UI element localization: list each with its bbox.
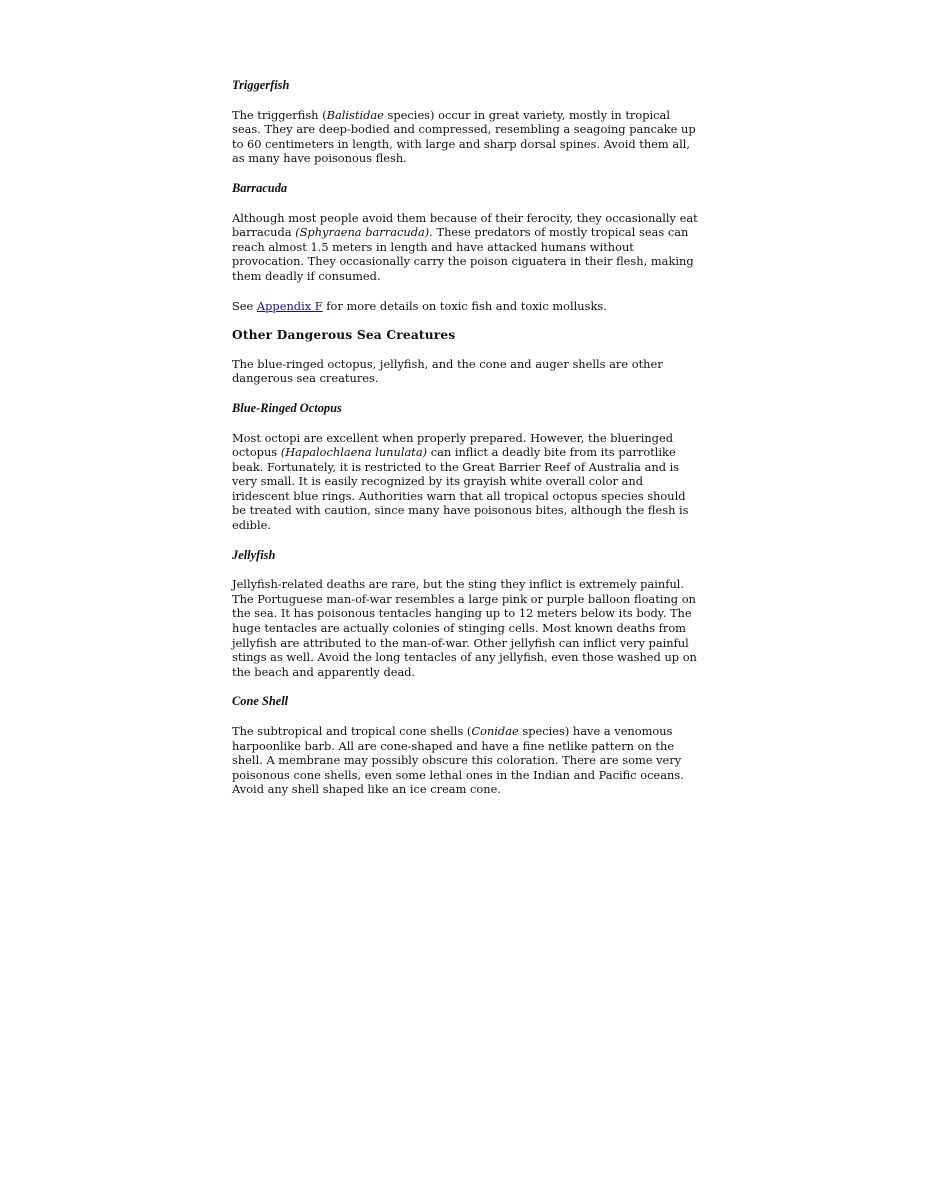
octopus-paragraph [232, 431, 702, 533]
jellyfish-heading: Jellyfish [232, 547, 276, 562]
see-also-paragraph [232, 299, 702, 314]
other-dangerous-paragraph: The blue-ringed octopus, jellyfish, and the cone and auger shells are other dangerous sea creatures. [232, 356, 663, 386]
triggerfish-text-1: The triggerfish ( [232, 107, 327, 122]
barracuda-species: (Sphyraena barracuda) [295, 225, 430, 240]
octopus-text-2: can inflict a deadly bite from its parrotlike beak. Fortunately, it is restricted to the Great Barrier Reef of Australia and is very small. It is easily recognized by its grayish white overall color and iridescent blue rings. Authorities warn that all tropical octopus species should be treated with caution, since many have poisonous bites, although the flesh is edible. [232, 445, 689, 533]
triggerfish-paragraph [232, 108, 702, 166]
see-also-suffix: for more details on toxic fish and toxic mollusks. [322, 298, 607, 313]
octopus-text-1: Most octopi are excellent when properly prepared. However, the blueringed octopus [232, 430, 673, 460]
cone-shell-paragraph [232, 724, 702, 797]
jellyfish-paragraph: Jellyfish-related deaths are rare, but the sting they inflict is extremely painful. The Portuguese man-of-war resembles a large pink or purple balloon floating on the sea. It has poisonous tentacles hanging up to 12 meters below its body. The huge tentacles are actually colonies of stinging cells. Most known deaths from jellyfish are attributed to the man-of-war. Other jellyfish can inflict very painful stings as well. Avoid the long tentacles of any jellyfish, even those washed up on the beach and apparently dead. [232, 577, 697, 679]
triggerfish-heading: Triggerfish [232, 78, 290, 92]
barracuda-heading: Barracuda [232, 180, 288, 195]
triggerfish-species: Balistidae [326, 107, 384, 122]
other-dangerous-heading: Other Dangerous Sea Creatures [232, 328, 456, 343]
barracuda-paragraph [232, 211, 702, 284]
barracuda-text-1: Although most people avoid them because of their ferocity, they occasionally eat barracuda [232, 210, 698, 240]
cone-shell-text-1: The subtropical and tropical cone shells ( [232, 724, 472, 738]
cone-shell-species: Conidae [471, 724, 519, 738]
octopus-species: (Hapalochlaena lunulata) [280, 445, 428, 460]
cone-shell-heading: Cone Shell [232, 694, 289, 709]
see-also-prefix: See [232, 298, 257, 313]
appendix-f-link[interactable]: Appendix F [256, 298, 323, 313]
barracuda-text-2: . These predators of mostly tropical seas can reach almost 1.5 meters in length and have attacked humans without provocation. They occasionally carry the poison ciguatera in their flesh, making them deadly if consumed. [232, 225, 694, 283]
triggerfish-text-2: species) occur in great variety, mostly in tropical seas. They are deep-bodied and compressed, resembling a seagoing pancake up to 60 centimeters in length, with large and sharp dorsal spines. Avoid them all, as many have poisonous flesh. [232, 107, 696, 166]
document-page [232, 78, 702, 812]
cone-shell-text-2: species) have a venomous harpoonlike barb. All are cone-shaped and have a fine netlike pattern on the shell. A membrane may possibly obscure this coloration. There are some very poisonous cone shells, even some lethal ones in the Indian and Pacific oceans. Avoid any shell shaped like an ice cream cone. [232, 724, 684, 797]
octopus-heading: Blue-Ringed Octopus [232, 400, 342, 415]
